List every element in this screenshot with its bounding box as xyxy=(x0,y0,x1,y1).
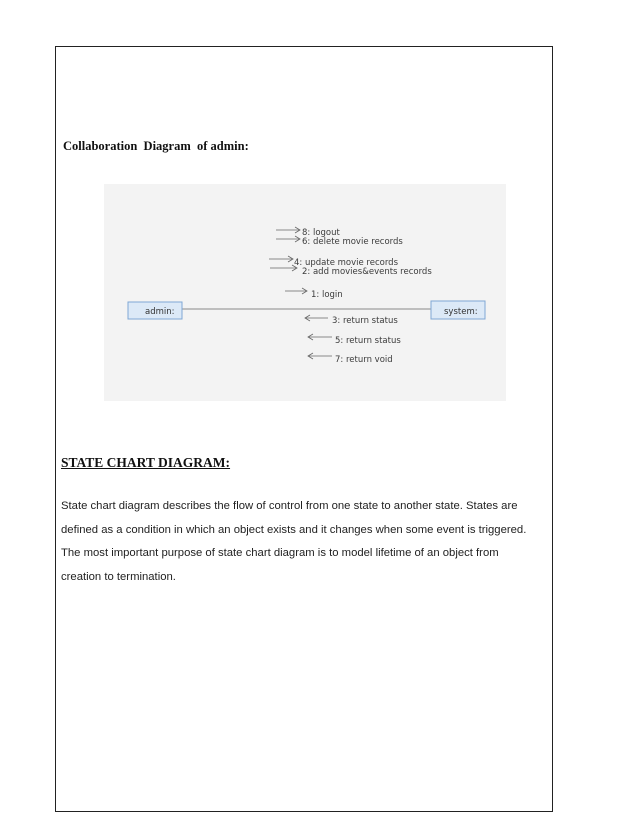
message-login: 1: login xyxy=(311,290,343,300)
admin-object-label: admin: xyxy=(145,307,175,317)
state-chart-description xyxy=(61,495,539,589)
system-object-label: system: xyxy=(444,307,478,317)
state-chart-heading: STATE CHART DIAGRAM: xyxy=(61,455,231,470)
paragraph-line: State chart diagram describes the flow of control from one state to another state. States are xyxy=(61,500,518,512)
paragraph-line: The most important purpose of state chart diagram is to model lifetime of an object from xyxy=(61,547,499,559)
page-border xyxy=(55,46,553,812)
message-logout: 8: logout xyxy=(302,228,340,238)
collaboration-diagram xyxy=(104,184,506,401)
message-return-status-5: 5: return status xyxy=(335,336,401,346)
message-return-status-3: 3: return status xyxy=(332,316,398,326)
message-add-movies-events: 2: add movies&events records xyxy=(302,267,432,277)
message-return-void: 7: return void xyxy=(335,355,393,365)
collaboration-diagram-heading: Collaboration Diagram of admin: xyxy=(63,139,249,153)
paragraph-line: defined as a condition in which an object exists and it changes when some event is triggered. xyxy=(61,523,527,536)
message-update-movie-records: 4: update movie records xyxy=(294,258,399,268)
message-delete-movie-records: 6: delete movie records xyxy=(302,237,403,247)
paragraph-line: creation to termination. xyxy=(61,570,176,583)
